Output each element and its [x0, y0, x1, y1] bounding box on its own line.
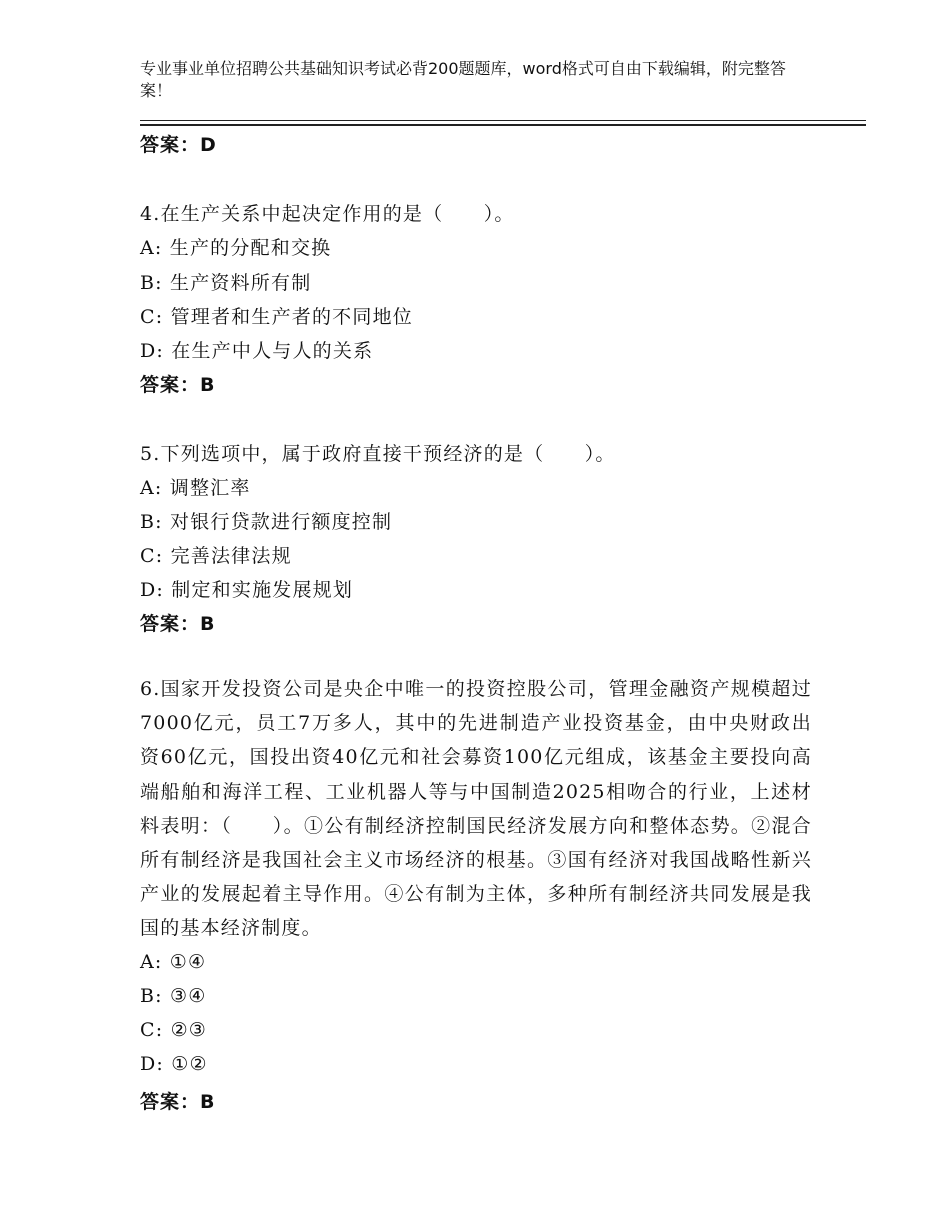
question-6-option-c: C: ②③ [140, 1019, 208, 1041]
question-6: 6.国家开发投资公司是央企中唯一的投资控股公司，管理金融资产规模超过7000亿元，员工7万多人，其中的先进制造产业投资基金，由中央财政出资60亿元，国投出资40亿元和社会募资100亿元组成，该基金主要投向高端船舶和海洋工程、工业机器人等与中国制造2025相吻合的行业，上述材料表明：（ ）。①公有制经济控制国民经济发展方向和整体态势。②混合所有制经济是我国社会主义市场经济的根基。③国有经济对我国战略性新兴产业的发展起着主导作用。④公有制为主体，多种所有制经济共同发展是我国的基本经济制度。 [140, 678, 812, 940]
question-4-option-c: C: 管理者和生产者的不同地位 [140, 306, 413, 328]
question-6-option-d: D: ①② [140, 1053, 208, 1075]
question-4-option-d: D: 在生产中人与人的关系 [140, 340, 374, 362]
question-5-option-d: D: 制定和实施发展规划 [140, 579, 354, 601]
question-4-option-a: A: 生产的分配和交换 [140, 237, 332, 259]
answer-q4: 答案：B [140, 374, 216, 396]
header-rule-thin [140, 120, 866, 121]
question-4: 4.在生产关系中起决定作用的是（ ）。 [140, 203, 515, 225]
question-4-option-b: B: 生产资料所有制 [140, 272, 312, 294]
document-header: 专业事业单位招聘公共基础知识考试必背200题题库，word格式可自由下载编辑，附完整答案！ [140, 59, 786, 100]
question-5: 5.下列选项中，属于政府直接干预经济的是（ ）。 [140, 443, 616, 465]
question-6-option-b: B: ③④ [140, 985, 207, 1007]
answer-q6: 答案：B [140, 1091, 216, 1113]
question-5-option-c: C: 完善法律法规 [140, 545, 292, 567]
answer-q3: 答案：D [140, 134, 217, 156]
header-rule-thick [140, 124, 866, 126]
question-6-option-a: A: ①④ [140, 951, 207, 973]
question-5-option-a: A: 调整汇率 [140, 477, 251, 499]
question-5-option-b: B: 对银行贷款进行额度控制 [140, 511, 393, 533]
answer-q5: 答案：B [140, 613, 216, 635]
